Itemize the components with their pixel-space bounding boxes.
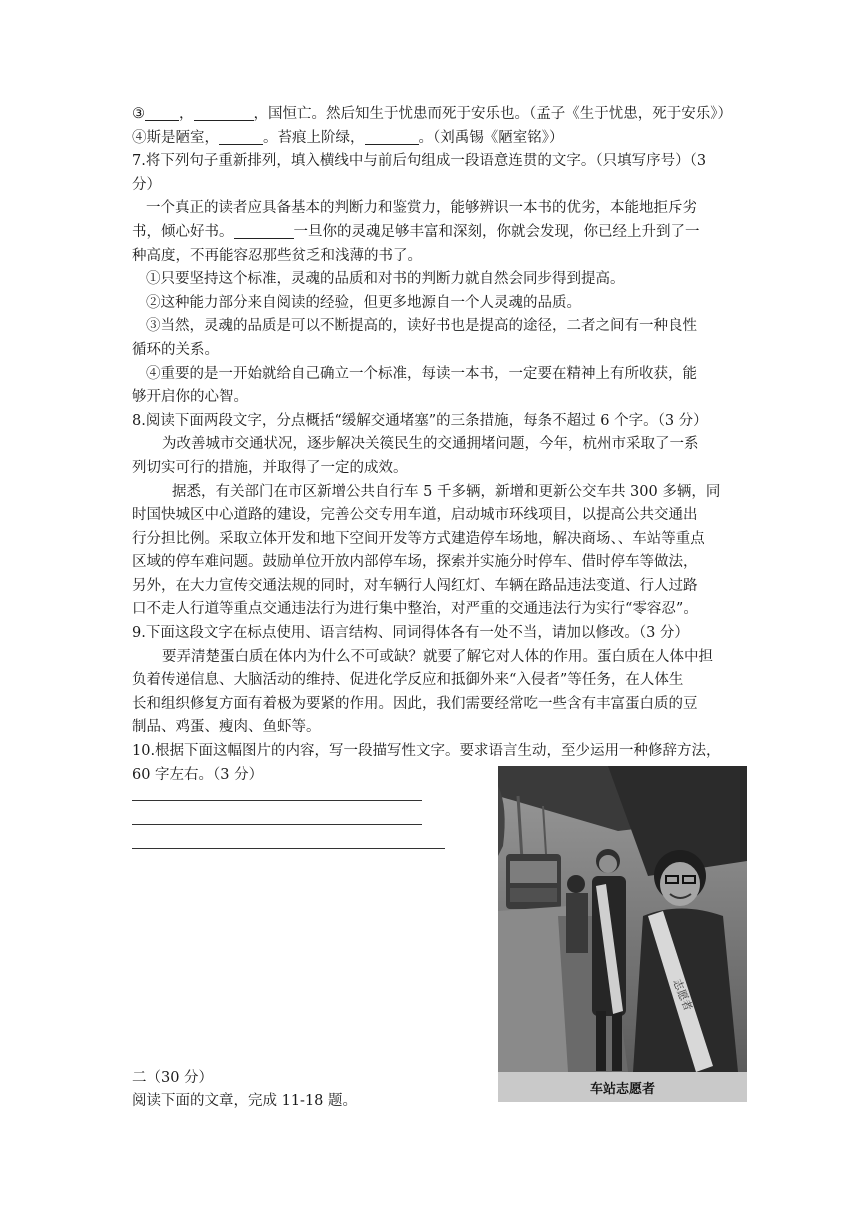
q8-paragraph-2-cont: 另外，在大力宣传交通法规的同时，对车辆行人闯红灯、车辆在路品违法变道、行人过路: [132, 577, 698, 594]
q7-option-4-cont: 够开启你的心智。: [132, 389, 248, 406]
q6-item4-pre: ④斯是陋室，: [132, 129, 219, 146]
q7-stem-cont: 分）: [132, 176, 161, 193]
q7-passage-end: 种高度，不再能容忍那些贫乏和浅薄的书了。: [132, 247, 422, 264]
sash-text: 志愿者: [670, 977, 695, 1013]
q8-paragraph-2-cont: 区域的停车难问题。鼓励单位开放内部停车场，探索并实施分时停车、借时停车等做法，: [132, 554, 698, 571]
question-content: [132, 103, 747, 787]
q8-paragraph-2: 据悉，有关部门在市区新增公共自行车 5 千多辆，新增和更新公交车共 300 多辆，同: [172, 483, 721, 500]
q9-paragraph-cont: 制品、鸡蛋、瘦肉、鱼虾等。: [132, 719, 321, 736]
answer-blank[interactable]: [194, 105, 254, 121]
answer-line[interactable]: [132, 824, 422, 825]
photo-illustration: [498, 766, 747, 1072]
q6-item4-post: 。（刘禹锡《陋室铭》）: [418, 129, 564, 146]
answer-line[interactable]: [132, 800, 422, 801]
q8-paragraph-2-cont: 行分担比例。采取立体开发和地下空间开发等方式建造停车场地，解决商场、、车站等重点: [132, 530, 705, 547]
answer-blank[interactable]: [145, 105, 179, 121]
q6-item4-mid: 。苔痕上阶绿，: [263, 129, 365, 146]
section-2-heading: 二（30 分）: [132, 1070, 214, 1086]
q8-paragraph-2-cont: 口不走人行道等重点交通违法行为进行集中整治，对严重的交通违法行为实行“零容忍”。: [132, 601, 698, 618]
section-2-instruction: 阅读下面的文章，完成 11-18 题。: [132, 1093, 358, 1109]
q9-paragraph-cont: 长和组织修复方面有着极为要紧的作用。因此，我们需要经常吃一些含有丰富蛋白质的豆: [132, 695, 698, 712]
photo-caption: 车站志愿者: [498, 1072, 747, 1102]
volunteer-photo: [498, 766, 747, 1102]
q8-paragraph-1: 为改善城市交通状况，逐步解决关篌民生的交通拥堵问题，今年，杭州市采取了一系: [162, 436, 699, 453]
answer-blank[interactable]: [365, 129, 419, 145]
q9-paragraph-cont: 负着传递信息、大脑活动的维持、促进化学反应和抵御外来“入侵者”等任务，在人体生: [132, 672, 684, 689]
q7-option-2: ②这种能力部分来自阅读的经验，但更多地源自一个人灵魂的品质。: [146, 294, 581, 311]
q7-passage: 一个真正的读者应具备基本的判断力和鉴赏力，能够辨识一本书的优劣，本能地拒斥劣: [146, 200, 697, 217]
answer-line[interactable]: [132, 848, 445, 849]
q7-option-3-cont: 循环的关系。: [132, 341, 219, 358]
q10-stem-cont: 60 字左右。（3 分）: [132, 766, 264, 783]
q7-option-4: ④重要的是一开始就给自己确立一个标准，每读一本书，一定要在精神上有所收获，能: [146, 365, 697, 382]
q10-stem: 10.根据下面这幅图片的内容，写一段描写性文字。要求语言生动，至少运用一种修辞方法，: [132, 743, 721, 760]
q7-option-3: ③当然，灵魂的品质是可以不断提高的，读好书也是提高的途径，二者之间有一种良性: [146, 318, 697, 335]
q7-stem: 7.将下列句子重新排列，填入横线中与前后句组成一段语意连贯的文字。（只填写序号）（3: [132, 153, 707, 170]
answer-blank[interactable]: [234, 223, 294, 239]
q8-paragraph-2-cont: 时国快城区中心道路的建设，完善公交专用车道，启动城市环线项目，以提高公共交通出: [132, 507, 698, 524]
q6-item3-post: ，国恒亡。然后知生于忧患而死于安乐也。（孟子《生于忧患，死于安乐》）: [253, 106, 732, 122]
answer-blank[interactable]: [219, 129, 263, 145]
q8-paragraph-1-cont: 列切实可行的措施，并取得了一定的成效。: [132, 459, 408, 476]
q7-passage-cont: [132, 221, 747, 245]
q9-paragraph: 要弄清楚蛋白质在体内为什么不可或缺？就要了解它对人体的作用。蛋白质在人体中担: [162, 648, 713, 665]
q7-passage-part: 一旦你的灵魂足够丰富和深刻，你就会发现，你已经上升到了一: [293, 223, 700, 240]
q8-stem: 8.阅读下面两段文字，分点概括“缓解交通堵塞”的三条措施，每条不超过 6 个字。（3 分）: [132, 412, 708, 429]
q7-option-1: ①只要坚持这个标准，灵魂的品质和对书的判断力就自然会同步得到提高。: [146, 271, 625, 288]
q6-item3-pre: ③: [132, 106, 145, 122]
q6-item3-sep: ，: [179, 106, 194, 122]
q6-item4: [132, 127, 747, 151]
q7-passage-part: 书，倾心好书。: [132, 223, 234, 240]
q9-stem: 9.下面这段文字在标点使用、语言结构、同词得体各有一处不当，请加以修改。（3 分）: [132, 625, 689, 642]
q6-item3: [132, 103, 747, 127]
